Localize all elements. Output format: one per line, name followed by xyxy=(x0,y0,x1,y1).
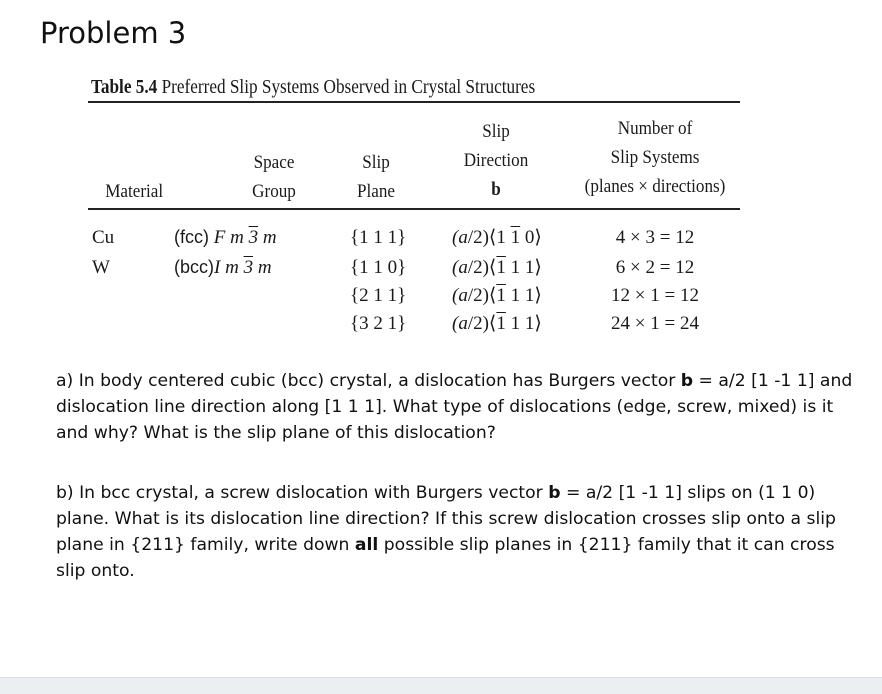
table-caption-text: Preferred Slip Systems Observed in Crystal Structures xyxy=(161,76,536,98)
row-211-slip-direction: (a/2)⟨1 1 1⟩ xyxy=(452,285,542,306)
row-211-systems: 12 × 1 = 12 xyxy=(611,285,699,306)
row-w-slip-direction: (a/2)⟨1 1 1⟩ xyxy=(452,257,542,278)
header-space-group: Space Group xyxy=(252,152,296,202)
table-caption xyxy=(91,76,535,99)
bottom-toolbar xyxy=(0,677,882,694)
row-w-slip-plane: {1 1 0} xyxy=(350,257,407,278)
row-w-space-group: (bcc)I m 3 m xyxy=(174,257,272,278)
question-a: a) In body centered cubic (bcc) crystal, a dislocation has Burgers vector b = a/2 [1 -1 1] and dislocation line direction along [1 1 1]. What type of dislocations (edge, screw, mixed) is it and why? What is the slip plane of this dislocation? xyxy=(56,371,853,443)
table-top-rule xyxy=(88,101,740,103)
row-cu-material: Cu xyxy=(92,227,115,248)
row-cu-space-group: (fcc) F m 3 m xyxy=(174,227,277,248)
question-b: b) In bcc crystal, a screw dislocation with Burgers vector b = a/2 [1 -1 1] slips on (1 1 0) plane. What is its dislocation line direction? If this screw dislocation crosses slip onto a slip plane in {211} family, write down all possible slip planes in {211} family that it can cross slip onto. xyxy=(56,483,836,581)
page-title: Problem 3 xyxy=(40,16,187,50)
row-321-systems: 24 × 1 = 24 xyxy=(611,313,699,334)
row-321-slip-plane: {3 2 1} xyxy=(350,313,407,334)
header-slip-direction: Slip Direction b xyxy=(463,121,529,200)
header-slip-plane: Slip Plane xyxy=(357,152,395,202)
row-321-slip-direction: (a/2)⟨1 1 1⟩ xyxy=(452,313,542,334)
row-w-systems: 6 × 2 = 12 xyxy=(615,257,695,278)
header-number-of-slip-systems: Number of Slip Systems (planes × directions) xyxy=(584,118,726,197)
row-cu-slip-plane: {1 1 1} xyxy=(350,227,407,248)
row-cu-slip-direction: (a/2)⟨1 1 0⟩ xyxy=(452,227,542,248)
table-header-rule xyxy=(88,208,740,210)
header-material: Material xyxy=(105,181,164,202)
row-cu-systems: 4 × 3 = 12 xyxy=(615,227,695,248)
table-caption-label: Table 5.4 xyxy=(91,76,158,98)
row-211-slip-plane: {2 1 1} xyxy=(350,285,407,306)
row-w-material: W xyxy=(92,257,110,278)
slip-systems-table xyxy=(88,72,740,344)
